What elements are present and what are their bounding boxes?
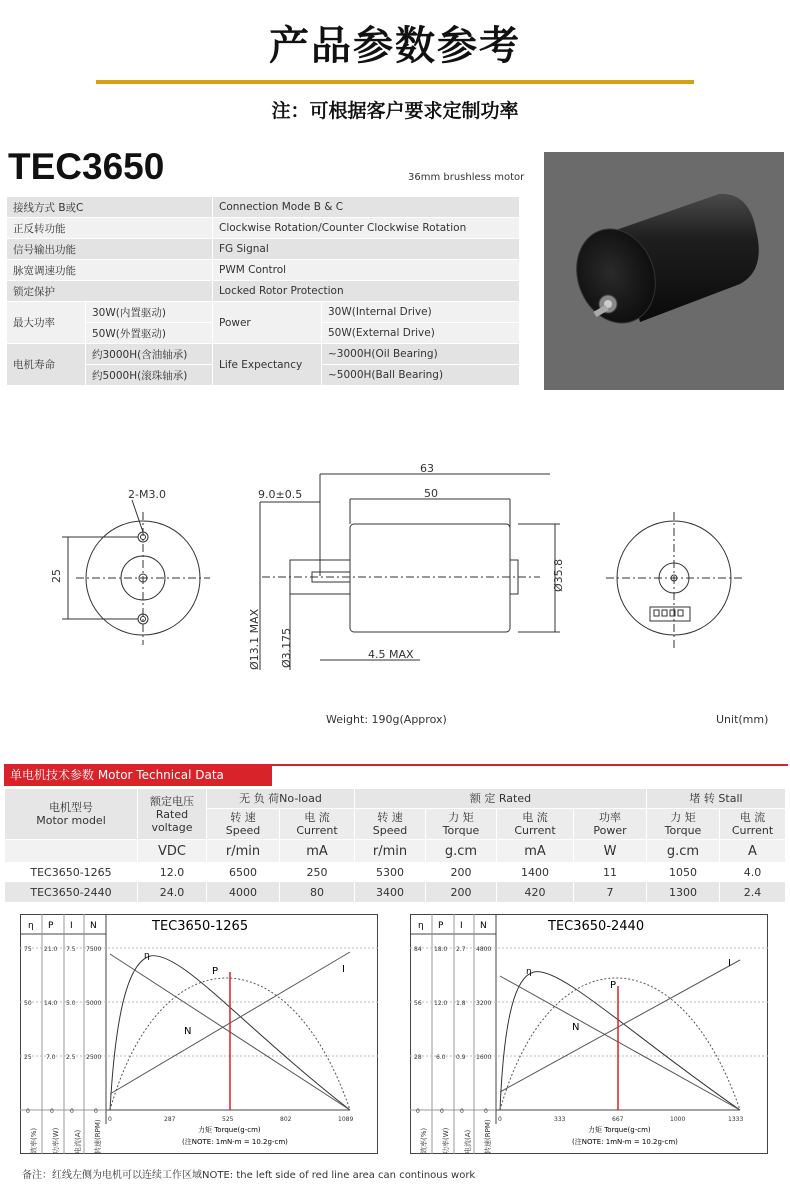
xtick: 0 xyxy=(108,1116,112,1123)
axis-eta-tick: 56 xyxy=(414,1000,422,1007)
hdr-eta: η xyxy=(418,921,424,931)
axis-i-tick: 2.5 xyxy=(66,1054,76,1061)
r-power-header: 功率 Power xyxy=(574,809,647,840)
spec-row-power xyxy=(7,302,520,323)
curve-label-eta: η xyxy=(144,951,150,961)
axis-eta-tick: 28 xyxy=(414,1054,422,1061)
spec-value: FG Signal xyxy=(213,239,520,260)
hdr-n: N xyxy=(90,921,97,931)
vlabel-i: 电流(A) xyxy=(74,1129,82,1154)
vlabel-p: 功率(W) xyxy=(442,1127,450,1154)
unit-cell: g.cm xyxy=(647,840,720,863)
product-photo xyxy=(544,152,784,390)
curve-label-i: I xyxy=(728,958,731,969)
unit-label: Unit(mm) xyxy=(716,713,769,726)
axis-i-tick: 2.7 xyxy=(456,946,466,953)
spec-label: 最大功率 xyxy=(7,302,86,344)
r-speed-header: 转 速 Speed xyxy=(355,809,426,840)
tech-unit-row xyxy=(5,840,786,863)
hdr-p: P xyxy=(48,921,54,931)
spec-sub-value: 30W(Internal Drive) xyxy=(322,302,520,323)
xtick: 525 xyxy=(222,1116,234,1123)
vlabel-i: 电流(A) xyxy=(464,1129,472,1154)
spec-sub: 约3000H(含油轴承) xyxy=(86,344,213,365)
spec-row-fg xyxy=(7,239,520,260)
cell-voltage: 12.0 xyxy=(138,863,207,882)
tech-header-row xyxy=(5,789,786,809)
model-col-header: 电机型号 Motor model xyxy=(5,789,138,840)
tech-data-table xyxy=(4,788,786,903)
s-current-header: 电 流 Current xyxy=(720,809,786,840)
unit-cell xyxy=(5,840,138,863)
cell-r-current: 1400 xyxy=(497,863,574,882)
axis-i-tick: 0 xyxy=(460,1108,464,1115)
spec-row-rotation xyxy=(7,218,520,239)
s-torque-header: 力 矩 Torque xyxy=(647,809,720,840)
nl-speed-header: 转 速 Speed xyxy=(207,809,280,840)
axis-i-tick: 0.9 xyxy=(456,1054,466,1061)
hdr-n: N xyxy=(480,921,487,931)
xlabel: 力矩 Torque(g-cm) xyxy=(588,1126,651,1134)
spec-value: Power xyxy=(213,302,322,344)
xtick: 0 xyxy=(498,1116,502,1123)
xtick: 802 xyxy=(280,1116,292,1123)
spec-value: Locked Rotor Protection xyxy=(213,281,520,302)
spec-value: Clockwise Rotation/Counter Clockwise Rotation xyxy=(213,218,520,239)
axis-eta-tick: 0 xyxy=(416,1108,420,1115)
axis-p-tick: 7.0 xyxy=(46,1054,56,1061)
spec-label: 电机寿命 xyxy=(7,344,86,386)
xtick: 1000 xyxy=(670,1116,686,1123)
curve-chart-title: TEC3650-2440 xyxy=(548,919,645,934)
spec-row-lock xyxy=(7,281,520,302)
cell-r-current: 420 xyxy=(497,882,574,903)
unit-cell: g.cm xyxy=(426,840,497,863)
axis-eta-tick: 84 xyxy=(414,946,422,953)
cell-s-current: 2.4 xyxy=(720,882,786,903)
footnote: 备注：红线左侧为电机可以连续工作区域NOTE: the left side of red line area can continous work xyxy=(22,1170,476,1181)
xtick: 333 xyxy=(554,1116,566,1123)
vlabel-n: 转速(RPM) xyxy=(484,1119,492,1154)
side-view xyxy=(260,474,560,670)
rated-header: 额 定 Rated xyxy=(355,789,647,809)
spec-label: 脉宽调速功能 xyxy=(7,260,213,281)
axis-n-tick: 0 xyxy=(94,1108,98,1115)
xtick: 1089 xyxy=(338,1116,354,1123)
cell-nl-current: 80 xyxy=(280,882,355,903)
axis-n-tick: 2500 xyxy=(86,1054,102,1061)
page-title: 产品参数参考 xyxy=(269,23,521,69)
hdr-i: I xyxy=(70,921,73,931)
page-subtitle: 注：可根据客户要求定制功率 xyxy=(271,100,519,122)
hdr-i: I xyxy=(460,921,463,931)
spec-row-pwm xyxy=(7,260,520,281)
axis-p-tick: 14.0 xyxy=(44,1000,58,1007)
unit-cell: A xyxy=(720,840,786,863)
curve-label-i: I xyxy=(342,964,345,975)
axis-n-tick: 3200 xyxy=(476,1000,492,1007)
spec-table xyxy=(6,196,520,386)
axis-n-tick: 5000 xyxy=(86,1000,102,1007)
curve-chart-title: TEC3650-1265 xyxy=(152,919,249,934)
stall-header: 堵 转 Stall xyxy=(647,789,786,809)
spec-label: 接线方式 B或C xyxy=(7,197,213,218)
cell-s-torque: 1300 xyxy=(647,882,720,903)
technical-drawing xyxy=(0,460,790,730)
rated-voltage-header: 额定电压 Rated voltage xyxy=(138,789,207,840)
vlabel-eta: 效率(%) xyxy=(420,1127,428,1154)
title-divider xyxy=(96,80,694,84)
rear-view xyxy=(606,512,742,648)
curve-chart-2440 xyxy=(410,914,768,1154)
vlabel-n: 转速(RPM) xyxy=(94,1119,102,1154)
table-row xyxy=(5,882,786,903)
spec-row-life xyxy=(7,344,520,365)
unit-cell: r/min xyxy=(207,840,280,863)
cell-model: TEC3650-2440 xyxy=(5,882,138,903)
spec-sub-value: ~3000H(Oil Bearing) xyxy=(322,344,520,365)
weight-label: Weight: 190g(Approx) xyxy=(326,713,447,726)
axis-eta-tick: 0 xyxy=(26,1108,30,1115)
xtick: 1333 xyxy=(728,1116,744,1123)
axis-n-tick: 1600 xyxy=(476,1054,492,1061)
xnote: (注NOTE: 1mN-m = 10.2g-cm) xyxy=(182,1138,288,1146)
spec-value: PWM Control xyxy=(213,260,520,281)
spec-value: Connection Mode B & C xyxy=(213,197,520,218)
curve-label-n: N xyxy=(572,1022,580,1033)
spec-label: 信号输出功能 xyxy=(7,239,213,260)
axis-i-tick: 1.8 xyxy=(456,1000,466,1007)
curve-label-p: P xyxy=(212,966,219,977)
model-description: 36mm brushless motor xyxy=(408,172,525,183)
axis-eta-tick: 75 xyxy=(24,946,32,953)
spec-sub-value: 50W(External Drive) xyxy=(322,323,520,344)
dim-13-label: Ø13.1 MAX xyxy=(248,608,261,670)
axis-i-tick: 7.5 xyxy=(66,946,76,953)
unit-cell: W xyxy=(574,840,647,863)
xtick: 667 xyxy=(612,1116,624,1123)
unit-cell: mA xyxy=(497,840,574,863)
xtick: 287 xyxy=(164,1116,176,1123)
curve-label-eta: η xyxy=(526,967,532,977)
cell-s-torque: 1050 xyxy=(647,863,720,882)
cell-model: TEC3650-1265 xyxy=(5,863,138,882)
axis-p-tick: 21.0 xyxy=(44,946,58,953)
axis-eta-tick: 50 xyxy=(24,1000,32,1007)
dim-hole-label: 2-M3.0 xyxy=(128,488,166,501)
axis-eta-tick: 25 xyxy=(24,1054,32,1061)
curve-label-p: P xyxy=(610,980,617,991)
dim-63-label: 63 xyxy=(420,462,434,475)
xlabel: 力矩 Torque(g-cm) xyxy=(198,1126,261,1134)
r-torque-header: 力 矩 Torque xyxy=(426,809,497,840)
axis-p-tick: 18.0 xyxy=(434,946,448,953)
cell-r-torque: 200 xyxy=(426,863,497,882)
unit-cell: VDC xyxy=(138,840,207,863)
front-view xyxy=(62,500,210,645)
vlabel-eta: 效率(%) xyxy=(30,1127,38,1154)
dim-3-label: Ø3.175 xyxy=(280,627,293,668)
table-row xyxy=(5,863,786,882)
curve-label-n: N xyxy=(184,1026,192,1037)
axis-p-tick: 6.0 xyxy=(436,1054,446,1061)
spec-label: 正反转功能 xyxy=(7,218,213,239)
dim-50-label: 50 xyxy=(424,487,438,500)
axis-n-tick: 0 xyxy=(484,1108,488,1115)
spec-label: 锁定保护 xyxy=(7,281,213,302)
cell-nl-speed: 6500 xyxy=(207,863,280,882)
r-current-header: 电 流 Current xyxy=(497,809,574,840)
dim-45-label: 4.5 MAX xyxy=(368,648,414,661)
model-name: TEC3650 xyxy=(8,146,165,187)
dim-35-label: Ø35.8 xyxy=(552,558,565,592)
cell-r-torque: 200 xyxy=(426,882,497,903)
hdr-p: P xyxy=(438,921,444,931)
xnote: (注NOTE: 1mN-m = 10.2g-cm) xyxy=(572,1138,678,1146)
cell-r-speed: 3400 xyxy=(355,882,426,903)
axis-p-tick: 0 xyxy=(50,1108,54,1115)
spec-sub: 约5000H(滚珠轴承) xyxy=(86,365,213,386)
dim-9-label: 9.0±0.5 xyxy=(258,488,303,501)
cell-r-speed: 5300 xyxy=(355,863,426,882)
axis-n-tick: 7500 xyxy=(86,946,102,953)
axis-p-tick: 12.0 xyxy=(434,1000,448,1007)
dim-25-label: 25 xyxy=(50,569,63,583)
cell-nl-speed: 4000 xyxy=(207,882,280,903)
axis-i-tick: 0 xyxy=(70,1108,74,1115)
unit-cell: mA xyxy=(280,840,355,863)
unit-cell: r/min xyxy=(355,840,426,863)
cell-s-current: 4.0 xyxy=(720,863,786,882)
axis-n-tick: 4800 xyxy=(476,946,492,953)
spec-row-connection xyxy=(7,197,520,218)
vlabel-p: 功率(W) xyxy=(52,1127,60,1154)
cell-r-power: 11 xyxy=(574,863,647,882)
curve-chart-1265 xyxy=(20,914,378,1154)
spec-sub-value: ~5000H(Ball Bearing) xyxy=(322,365,520,386)
spec-sub: 50W(外置驱动) xyxy=(86,323,213,344)
hdr-eta: η xyxy=(28,921,34,931)
cell-nl-current: 250 xyxy=(280,863,355,882)
cell-r-power: 7 xyxy=(574,882,647,903)
tech-data-tab: 单电机技术参数 Motor Technical Data xyxy=(4,764,272,786)
cell-voltage: 24.0 xyxy=(138,882,207,903)
nl-current-header: 电 流 Current xyxy=(280,809,355,840)
noload-header: 无 负 荷No-load xyxy=(207,789,355,809)
axis-p-tick: 0 xyxy=(440,1108,444,1115)
axis-i-tick: 5.0 xyxy=(66,1000,76,1007)
spec-value: Life Expectancy xyxy=(213,344,322,386)
spec-sub: 30W(内置驱动) xyxy=(86,302,213,323)
